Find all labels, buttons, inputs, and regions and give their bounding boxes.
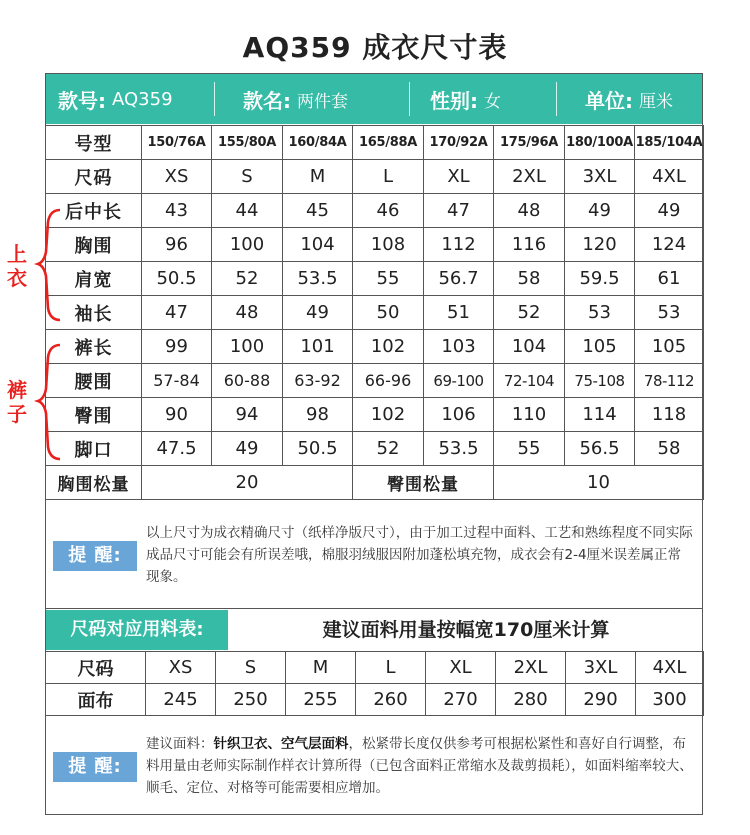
model-cell: 175/96A	[494, 126, 565, 160]
gender-label: 性别:	[430, 88, 478, 113]
measure-label: 腰围	[46, 364, 142, 398]
measure-cell: 98	[283, 398, 353, 432]
style-name-value: 两件套	[297, 91, 348, 112]
measure-label: 后中长	[46, 194, 142, 228]
fabric-amount-cell: 280	[496, 684, 566, 716]
measure-cell: 47.5	[142, 432, 212, 466]
style-number-value: AQ359	[112, 88, 173, 110]
measure-cell: 69-100	[424, 364, 494, 398]
chest-ease-label: 胸围松量	[46, 466, 142, 500]
fabric-band-text: 建议面料用量按幅宽170厘米计算	[322, 619, 610, 641]
recommendation-highlight: 针织卫衣、空气层面料	[213, 736, 349, 752]
style-number	[46, 74, 214, 124]
measure-row	[46, 296, 704, 330]
measure-cell: 102	[353, 398, 424, 432]
fabric-amount-cell: 250	[216, 684, 286, 716]
measure-cell: 101	[283, 330, 353, 364]
bottom-bracket-icon	[24, 335, 64, 465]
measure-cell: 51	[424, 296, 494, 330]
measure-label: 脚口	[46, 432, 142, 466]
measure-cell: 60-88	[212, 364, 283, 398]
model-cell: 170/92A	[424, 126, 494, 160]
model-label: 号型	[46, 126, 142, 160]
model-row	[46, 126, 704, 160]
side-label-top: 上衣	[7, 242, 27, 290]
measure-cell: 120	[565, 228, 635, 262]
unit	[557, 74, 701, 124]
header-bar	[46, 74, 702, 124]
fabric-amount-cell: 245	[146, 684, 216, 716]
measure-cell: 99	[142, 330, 212, 364]
measure-cell: 43	[142, 194, 212, 228]
measure-label: 胸围	[46, 228, 142, 262]
top-bracket-path	[38, 210, 60, 320]
measure-label: 臀围	[46, 398, 142, 432]
measure-cell: 103	[424, 330, 494, 364]
fabric-amount-row	[46, 684, 704, 716]
measure-cell: 96	[142, 228, 212, 262]
reminder-badge: 提 醒:	[53, 752, 137, 782]
measure-cell: 106	[424, 398, 494, 432]
measure-cell: 44	[212, 194, 283, 228]
measure-cell: 48	[494, 194, 565, 228]
measure-cell: 50.5	[283, 432, 353, 466]
measure-cell: 48	[212, 296, 283, 330]
measure-cell: 52	[494, 296, 565, 330]
measure-cell: 72-104	[494, 364, 565, 398]
measure-row	[46, 262, 704, 296]
measure-cell: 58	[494, 262, 565, 296]
measure-cell: 90	[142, 398, 212, 432]
measure-cell: 55	[353, 262, 424, 296]
measure-cell: 100	[212, 330, 283, 364]
size-cell: 2XL	[494, 160, 565, 194]
measure-cell: 105	[565, 330, 635, 364]
measure-cell: 45	[283, 194, 353, 228]
measure-cell: 56.7	[424, 262, 494, 296]
fabric-size-cell: 2XL	[496, 652, 566, 684]
page-title: AQ359 成衣尺寸表	[242, 31, 508, 64]
divider	[46, 608, 702, 609]
fabric-amount-cell: 255	[286, 684, 356, 716]
unit-label: 单位:	[585, 88, 633, 113]
model-cell: 160/84A	[283, 126, 353, 160]
recommendation-prefix: 建议面料：	[146, 736, 214, 752]
hip-ease-value: 10	[494, 466, 704, 500]
size-cell: S	[212, 160, 283, 194]
size-row	[46, 160, 704, 194]
bottom-bracket-path	[38, 345, 60, 459]
measure-cell: 104	[283, 228, 353, 262]
hip-ease-label: 臀围松量	[353, 466, 494, 500]
fabric-amount-label: 面布	[46, 684, 146, 716]
measure-cell: 47	[424, 194, 494, 228]
measure-cell: 49	[635, 194, 704, 228]
measure-label: 袖长	[46, 296, 142, 330]
measure-cell: 124	[635, 228, 704, 262]
top-bracket-icon	[24, 198, 64, 328]
fabric-amount-cell: 290	[566, 684, 636, 716]
model-cell: 150/76A	[142, 126, 212, 160]
model-cell: 155/80A	[212, 126, 283, 160]
fabric-size-row	[46, 652, 704, 684]
fabric-recommendation	[146, 733, 696, 799]
fabric-size-cell: XL	[426, 652, 496, 684]
measure-cell: 104	[494, 330, 565, 364]
fabric-amount-cell: 260	[356, 684, 426, 716]
size-cell: M	[283, 160, 353, 194]
measure-row	[46, 398, 704, 432]
measure-cell: 49	[565, 194, 635, 228]
side-label-bottom: 裤子	[7, 378, 27, 426]
fabric-size-cell: 3XL	[566, 652, 636, 684]
measure-row	[46, 228, 704, 262]
measure-row	[46, 330, 704, 364]
fabric-band	[46, 610, 702, 650]
style-name	[215, 74, 409, 124]
measure-cell: 50	[353, 296, 424, 330]
recommendation-text: ，松紧带长度仅供参考可根据松紧性和喜好自行调整，布料用量由老师实际制作样衣计算所得（已包含面料正常缩水及裁剪损耗），如面料缩率较大、顺毛、定位、对格等可能需要相应增加。	[146, 736, 693, 796]
measure-cell: 105	[635, 330, 704, 364]
measure-cell: 49	[283, 296, 353, 330]
fabric-size-cell: S	[216, 652, 286, 684]
gender-value: 女	[484, 91, 501, 112]
measure-cell: 57-84	[142, 364, 212, 398]
measure-row	[46, 364, 704, 398]
size-cell: 3XL	[565, 160, 635, 194]
measure-cell: 47	[142, 296, 212, 330]
measure-cell: 58	[635, 432, 704, 466]
measure-cell: 46	[353, 194, 424, 228]
measure-cell: 102	[353, 330, 424, 364]
measure-cell: 94	[212, 398, 283, 432]
measure-cell: 55	[494, 432, 565, 466]
fabric-band-label: 尺码对应用料表:	[46, 610, 228, 650]
measure-cell: 53	[635, 296, 704, 330]
measure-cell: 50.5	[142, 262, 212, 296]
measure-cell: 53.5	[424, 432, 494, 466]
reminder-text: 以上尺寸为成衣精确尺寸（纸样净版尺寸），由于加工过程中面料、工艺和熟练程度不同实际成品尺寸可能会有所误差哦，棉服羽绒服因附加蓬松填充物，成衣会有2-4厘米误差属正常现象。	[146, 525, 693, 585]
size-cell: L	[353, 160, 424, 194]
measure-cell: 75-108	[565, 364, 635, 398]
fabric-amount-cell: 300	[636, 684, 704, 716]
measure-cell: 53	[565, 296, 635, 330]
measure-cell: 49	[212, 432, 283, 466]
fabric-size-cell: M	[286, 652, 356, 684]
measure-cell: 114	[565, 398, 635, 432]
measure-row	[46, 432, 704, 466]
measure-cell: 52	[212, 262, 283, 296]
size-table	[45, 125, 704, 500]
measure-cell: 110	[494, 398, 565, 432]
ease-row	[46, 466, 704, 500]
measure-cell: 108	[353, 228, 424, 262]
measure-cell: 61	[635, 262, 704, 296]
measure-cell: 118	[635, 398, 704, 432]
style-number-label: 款号:	[58, 88, 106, 113]
fabric-size-cell: L	[356, 652, 426, 684]
model-cell: 165/88A	[353, 126, 424, 160]
measure-cell: 52	[353, 432, 424, 466]
measure-cell: 112	[424, 228, 494, 262]
measure-label: 裤长	[46, 330, 142, 364]
fabric-table	[45, 651, 704, 716]
fabric-size-label: 尺码	[46, 652, 146, 684]
measure-cell: 63-92	[283, 364, 353, 398]
measure-cell: 116	[494, 228, 565, 262]
measure-cell: 100	[212, 228, 283, 262]
fabric-size-cell: 4XL	[636, 652, 704, 684]
size-cell: 4XL	[635, 160, 704, 194]
measure-cell: 59.5	[565, 262, 635, 296]
fabric-amount-cell: 270	[426, 684, 496, 716]
measure-cell: 78-112	[635, 364, 704, 398]
model-cell: 185/104A	[635, 126, 704, 160]
measure-cell: 66-96	[353, 364, 424, 398]
size-cell: XS	[142, 160, 212, 194]
reminder-badge: 提 醒:	[53, 541, 137, 571]
size-cell: XL	[424, 160, 494, 194]
measure-cell: 53.5	[283, 262, 353, 296]
chest-ease-value: 20	[142, 466, 353, 500]
measure-row	[46, 194, 704, 228]
gender	[410, 74, 556, 124]
measure-cell: 56.5	[565, 432, 635, 466]
size-label: 尺码	[46, 160, 142, 194]
fabric-size-cell: XS	[146, 652, 216, 684]
model-cell: 180/100A	[565, 126, 635, 160]
style-name-label: 款名:	[243, 88, 291, 113]
unit-value: 厘米	[639, 91, 673, 112]
measure-label: 肩宽	[46, 262, 142, 296]
